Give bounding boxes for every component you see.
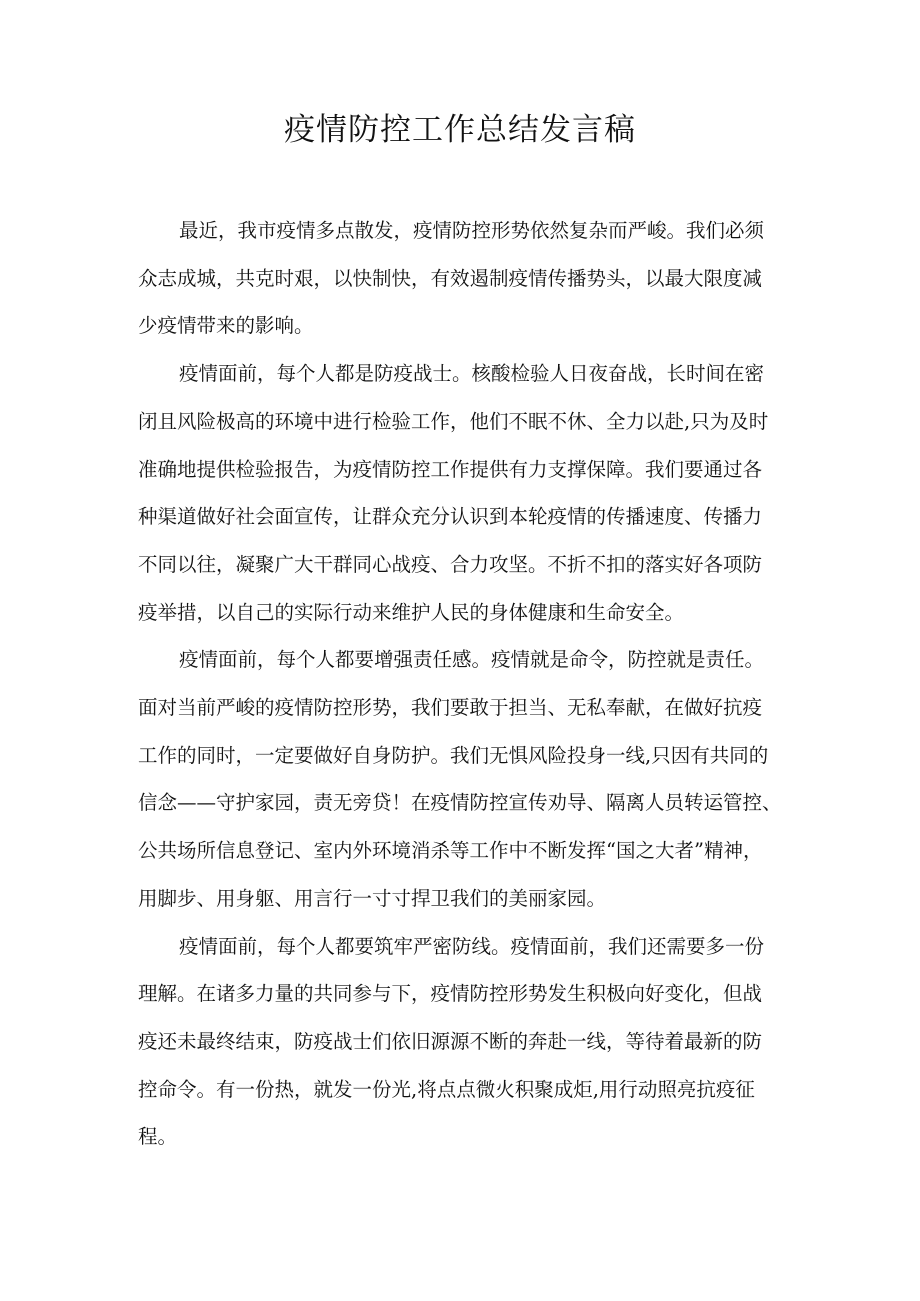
paragraph-line: 不同以往，凝聚广大干群同心战疫、合力攻坚。不折不扣的落实好各项防 <box>138 552 763 576</box>
paragraph-4 <box>138 923 798 1162</box>
paragraph-line: 疫情面前，每个人都要增强责任感。疫情就是命令，防控就是责任。 <box>179 648 765 672</box>
paragraph-1 <box>138 207 798 350</box>
paragraph-3 <box>138 636 798 922</box>
document-title: 疫情防控工作总结发言稿 <box>284 112 636 148</box>
paragraph-line: 少疫情带来的影响。 <box>138 314 314 338</box>
paragraph-line: 疫还未最终结束，防疫战士们依旧源源不断的奔赴一线，等待着最新的防 <box>138 1029 763 1053</box>
paragraph-line: 理解。在诸多力量的共同参与下，疫情防控形势发生积极向好变化，但战 <box>138 982 763 1006</box>
paragraph-line: 准确地提供检验报告，为疫情防控工作提供有力支撑保障。我们要通过各 <box>138 457 763 481</box>
paragraph-line: 闭且风险极高的环境中进行检验工作，他们不眠不休、全力以赴,只为及时 <box>138 409 769 433</box>
document-body <box>138 207 798 1161</box>
paragraph-line: 程。 <box>138 1125 178 1149</box>
paragraph-line: 面对当前严峻的疫情防控形势，我们要敢于担当、无私奉献，在做好抗疫 <box>138 696 763 720</box>
paragraph-line: 众志成城，共克时艰，以快制快，有效遏制疫情传播势头，以最大限度减 <box>138 266 763 290</box>
paragraph-line: 最近，我市疫情多点散发，疫情防控形势依然复杂而严峻。我们必须 <box>179 219 765 242</box>
paragraph-2 <box>138 350 798 636</box>
paragraph-line: 工作的同时，一定要做好自身防护。我们无惧风险投身一线,只因有共同的 <box>138 743 769 767</box>
paragraph-line: 疫情面前，每个人都是防疫战士。核酸检验人日夜奋战，长时间在密 <box>179 362 765 386</box>
paragraph-line: 控命令。有一份热，就发一份光,将点点微火积聚成炬,用行动照亮抗疫征 <box>138 1077 755 1101</box>
paragraph-line: 疫举措，以自己的实际行动来维护人民的身体健康和生命安全。 <box>138 600 685 624</box>
paragraph-line: 疫情面前，每个人都要筑牢严密防线。疫情面前，我们还需要多一份 <box>179 934 765 958</box>
paragraph-line: 信念——守护家园，责无旁贷！在疫情防控宣传劝导、隔离人员转运管控、 <box>138 791 782 815</box>
paragraph-line: 用脚步、用身躯、用言行一寸寸捍卫我们的美丽家园。 <box>138 886 607 910</box>
paragraph-line: 公共场所信息登记、室内外环境消杀等工作中不断发挥“国之大者”精神， <box>138 839 763 863</box>
paragraph-line: 种渠道做好社会面宣传，让群众充分认识到本轮疫情的传播速度、传播力 <box>138 505 763 529</box>
